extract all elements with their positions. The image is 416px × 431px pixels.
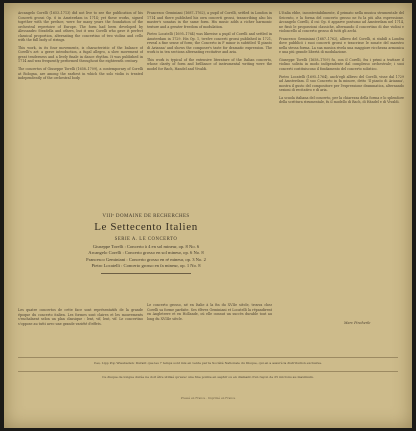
program-item: Pietro Locatelli : Concerto grosso en fa mineur, op. 1 No. 8 (91, 263, 201, 269)
author-signature: Marc Pincherle (344, 321, 371, 325)
footer-credits: Ces, Lipp Pop Wiesbaden: Durant que les 7 temps sont mis en vente par la Société Nationale du Disque, qui en a assuré la distribution exclusive. (93, 361, 323, 365)
paragraph: This work, in its four movements, is characteristic of the balance of Corelli's art: a grave introduction, a fugal allegro, a slow movement of great tenderness and a lively finale in dance rhythm. It was published in 1714 and was frequently performed throughout the eighteenth century. (18, 45, 143, 64)
divider (18, 371, 398, 372)
paragraph: L'Italia ebbe, incontestabilmente, il primato nella musica strumentale del Seicento, e la forma del concerto grosso ne fu la più alta espressione. Arcangelo Corelli, il cui Op. 6 apparve postumo ad Amsterdam nel 1714, ne fissò le proporzioni classiche, alternando il concertino di due violini e violoncello al concerto grosso di tutti gli archi. (279, 11, 404, 34)
paragraph: This work is typical of the extensive literature of the Italian concerto, whose clarity of form and brilliance of instrumental writing were the model for Bach, Handel and Vivaldi. (147, 57, 272, 72)
paragraph: The concertos of Giuseppe Torelli (1658–1709), a contemporary of Corelli at Bologna, are among the earliest in which the solo violin is treated independently of the orchestral body. (18, 67, 143, 81)
divider (18, 357, 398, 358)
paragraph: Francesco Geminiani (1687–1762), allievo del Corelli, si stabilì a Londra dove pubblicò i suoi concerti grossi e trascrisse le sonate del maestro nella stessa forma. La sua musica rivela una maggiore ricchezza armonica e una più grande libertà di modulazione. (279, 36, 404, 55)
program-block (16, 213, 276, 274)
text-column-left-bottom (18, 308, 143, 358)
program-item: Giuseppe Torelli : Concerto à 4 en sol mineur, op. 8 No. 6 (92, 244, 200, 249)
paragraph: Giuseppe Torelli (1658–1709) fu, con il Corelli, fra i primi a trattare il violino solista in modo indipendente dal complesso orchestrale; i suoi concerti costituiscono il fondamento del concerto solistico. (279, 57, 404, 72)
text-column-left (18, 11, 143, 207)
paragraph: Pietro Locatelli (1695–1764) was likewise a pupil of Corelli and settled in Amsterdam in 1729. His Op. 1, twelve concerti grossi published in 1721, reveal a fine sense of form; the Concerto in F minor is subtitled 'Il pianto di Arianna' and shows the composer's taste for dramatic expression. The work is in ten sections alternating recitative and aria. (147, 32, 272, 55)
divider (101, 273, 191, 274)
program-title: Le Settecento Italien (94, 221, 198, 233)
paragraph: Pietro Locatelli (1695–1764), anch'egli allievo del Corelli, visse dal 1729 ad Amsterdam. Il suo Concerto in fa minore, detto 'Il pianto di Arianna', mostra il gusto del compositore per l'espressione drammatica, alternando sezioni di recitativo e di aria. (279, 74, 404, 93)
paragraph: Le concerto grosso, né en Italie à la fin du XVIIe siècle, trouva chez Corelli sa forme parfaite. Ses élèves Geminiani et Locatelli la répandirent en Angleterre et en Hollande, où elle connut un succès durable tout au long du XVIIIe siècle. (147, 303, 272, 321)
series-heading: VIIIᵉ DOMAINE DE RECHERCHES (102, 214, 190, 219)
program-item: Francesco Geminiani : Concerto grosso en ré mineur, op. 3 No. 2 (86, 256, 206, 262)
record-sleeve-back (4, 3, 412, 428)
program-subtitle: SERIE A. LE CONCERTO (114, 237, 178, 242)
text-column-middle-bottom (147, 303, 272, 358)
program-item: Arcangelo Corelli : Concerto grosso en sol mineur, op. 6 No. 8 (88, 250, 204, 256)
text-column-right (279, 11, 404, 326)
paragraph: La scuola italiana del concerto, per la chiarezza della forma e lo splendore della scrittura strumentale, fu il modello di Bach, di Händel e di Vivaldi. (279, 95, 404, 105)
paragraph: Francesco Geminiani (1687–1762), a pupil of Corelli, settled in London in 1714 and there published his own concerti grossi, transcribing also his master's sonatas in the same form. His music adds a richer harmonic texture and a greater freedom of modulation. (147, 11, 272, 29)
paragraph: Arcangelo Corelli (1653–1713) did not live to see the publication of his Concerti grossi Op. 6 in Amsterdam in 1714; yet these works, signed together with the preface, were for many years the foundation of the orchestral repertoire of Europe. The form had been developed by Alessandro Stradella and others, but it was Corelli who gave it perfect classical proportion, alternating the concertino of two violins and cello with the full body of strings. (18, 11, 143, 43)
footer-printing: Pressé en France · Imprimé en France (180, 396, 236, 400)
paragraph: Les quatre concertos de cette face sont représentatifs de la grande époque du concerto italien. Les formes sont claires et les mouvements s'enchaînent selon un plan classique : lent, vif, lent, vif. Le concertino s'oppose au tutti avec une grande variété d'effets. (18, 308, 143, 326)
text-column-middle (147, 11, 272, 207)
footer-notice: Ce disque de longue durée ne doit être utilisé qu'avec une fine pointe en saphir ou en diamant d'un rayon de 25 microns au maximum. (102, 375, 314, 379)
